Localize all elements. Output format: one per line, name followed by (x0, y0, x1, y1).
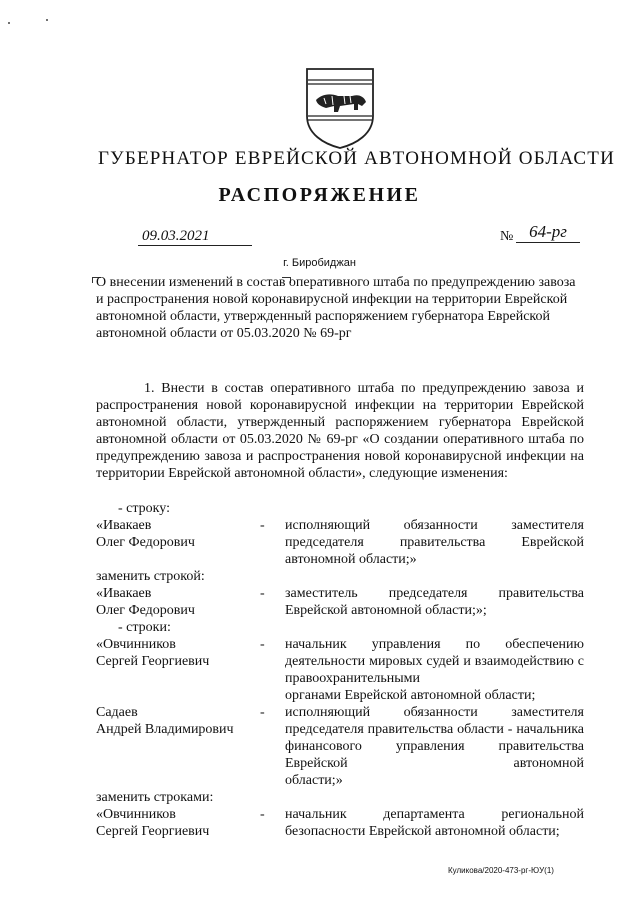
position: исполняющий обязанности заместителя председателя правительства области - начальника финансового управления правительства Еврейской автономной (285, 705, 584, 771)
position-end: органами Еврейской автономной области; (285, 688, 536, 703)
document-date: 09.03.2021 (138, 228, 252, 246)
footer-reference: Куликова/2020-473-рг-ЮУ(1) (448, 866, 554, 875)
coat-of-arms-icon (304, 66, 376, 150)
staff-row (96, 585, 584, 619)
staff-row (96, 636, 584, 704)
scan-speck (46, 19, 48, 21)
section-label: заменить строкой: (96, 569, 205, 584)
position-end: безопасности Еврейской автономной области; (285, 824, 560, 839)
position-end: автономной области;» (285, 552, 417, 567)
surname: «Ивакаев (96, 586, 152, 601)
dash: - (260, 637, 265, 652)
staff-row (96, 517, 584, 568)
document-title: О внесении изменений в состав оперативного штаба по предупреждению завоза и распространения новой коронавирусной инфекции на территории Еврейской автономной области, утвержденный распоряжением губернатора Еврейской автономной области от 05.03.2020 № 69-рг (96, 275, 576, 341)
position-end: Еврейской автономной области;»; (285, 603, 487, 618)
staff-row (96, 806, 584, 840)
surname: «Овчинников (96, 807, 176, 822)
position: начальник управления по обеспечению деятельности мировых судей и взаимодействию с правоохранительными (285, 637, 584, 686)
paragraph-1: 1. Внести в состав оперативного штаба по предупреждению завоза и распространения новой коронавирусной инфекции на территории Еврейской автономной области, утвержденный распоряжением губернатора Еврейской автономной области от 05.03.2020 № 69-рг «О создании оперативного штаба по предупреждению завоза и распространения новой коронавирусной инфекции на территории Еврейской автономной области», следующие изменения: (96, 381, 584, 481)
position: заместитель председателя правительства (285, 586, 584, 601)
given-name: Олег Федорович (96, 535, 195, 550)
dash: - (260, 807, 265, 822)
governor-heading: ГУБЕРНАТОР ЕВРЕЙСКОЙ АВТОНОМНОЙ ОБЛАСТИ (98, 148, 616, 169)
surname: «Овчинников (96, 637, 176, 652)
given-name: Сергей Георгиевич (96, 824, 210, 839)
number-label: № (500, 229, 514, 244)
position: начальник департамента региональной (285, 807, 584, 822)
dash: - (260, 705, 265, 720)
given-name: Сергей Георгиевич (96, 654, 210, 669)
document-type: РАСПОРЯЖЕНИЕ (218, 184, 421, 206)
given-name: Андрей Владимирович (96, 722, 234, 737)
dash: - (260, 518, 265, 533)
section-label: - строку: (118, 501, 170, 516)
scan-speck (8, 22, 10, 24)
section-label: заменить строками: (96, 790, 214, 805)
dash: - (260, 586, 265, 601)
position: исполняющий обязанности заместителя председателя правительства Еврейской (285, 518, 584, 550)
city: г. Биробиджан (283, 257, 356, 269)
surname: «Ивакаев (96, 518, 152, 533)
document-number: 64-рг (516, 222, 580, 243)
surname: Садаев (96, 705, 138, 720)
section-label: - строки: (118, 620, 171, 635)
staff-row (96, 704, 584, 789)
position-end: области;» (285, 773, 343, 788)
given-name: Олег Федорович (96, 603, 195, 618)
